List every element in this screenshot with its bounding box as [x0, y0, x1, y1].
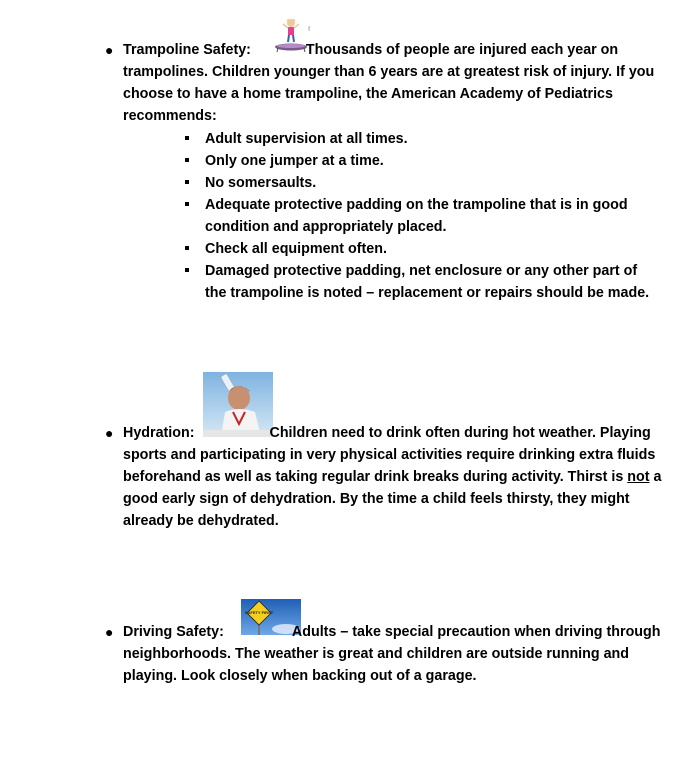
square-bullet — [185, 268, 189, 272]
list-item: Check all equipment often. — [185, 238, 655, 260]
driving-section — [123, 621, 683, 687]
hydration-heading: Hydration: — [123, 425, 195, 441]
trampoline-recommendations-list — [185, 128, 655, 304]
hydration-section — [123, 422, 683, 532]
driving-text: Adults – take special precaution when driving through neighborhoods. The weather is great and children are outside running and playing. Look closely when backing out of a garage. — [123, 624, 661, 684]
svg-text:clip: clip — [307, 25, 311, 31]
square-bullet — [185, 180, 189, 184]
driving-heading: Driving Safety: — [123, 624, 224, 640]
bullet-trampoline: ● — [105, 42, 114, 58]
square-bullet — [185, 136, 189, 140]
square-bullet — [185, 246, 189, 250]
hydration-emphasis: not — [627, 469, 650, 485]
sign-text: SAFETY FIRST — [244, 610, 274, 615]
square-bullet — [185, 202, 189, 206]
list-item: Adequate protective padding on the trampoline that is in good condition and appropriately placed. — [185, 194, 655, 238]
trampoline-section — [123, 39, 683, 127]
list-item: Adult supervision at all times. — [185, 128, 655, 150]
trampoline-text: Thousands of people are injured each year on trampolines. Children younger than 6 years are at greatest risk of injury. If you choose to have a home trampoline, the American Academy of Pediatrics recommends: — [123, 42, 655, 124]
list-item: No somersaults. — [185, 172, 655, 194]
hydration-text-before: Children need to drink often during hot weather. Playing sports and participating in very physical activities require drinking extra fluids beforehand as well as taking regular drink breaks during activity. Thirst is — [123, 425, 656, 485]
bullet-driving: ● — [105, 624, 114, 640]
list-item: Damaged protective padding, net enclosure or any other part of the trampoline is noted – replacement or repairs should be made. — [185, 260, 655, 304]
square-bullet — [185, 158, 189, 162]
trampoline-heading: Trampoline Safety: — [123, 42, 251, 58]
list-item: Only one jumper at a time. — [185, 150, 655, 172]
hydration-text-after: a good early sign of dehydration. By the time a child feels thirsty, they might already be dehydrated. — [123, 469, 662, 529]
bullet-hydration: ● — [105, 425, 114, 441]
